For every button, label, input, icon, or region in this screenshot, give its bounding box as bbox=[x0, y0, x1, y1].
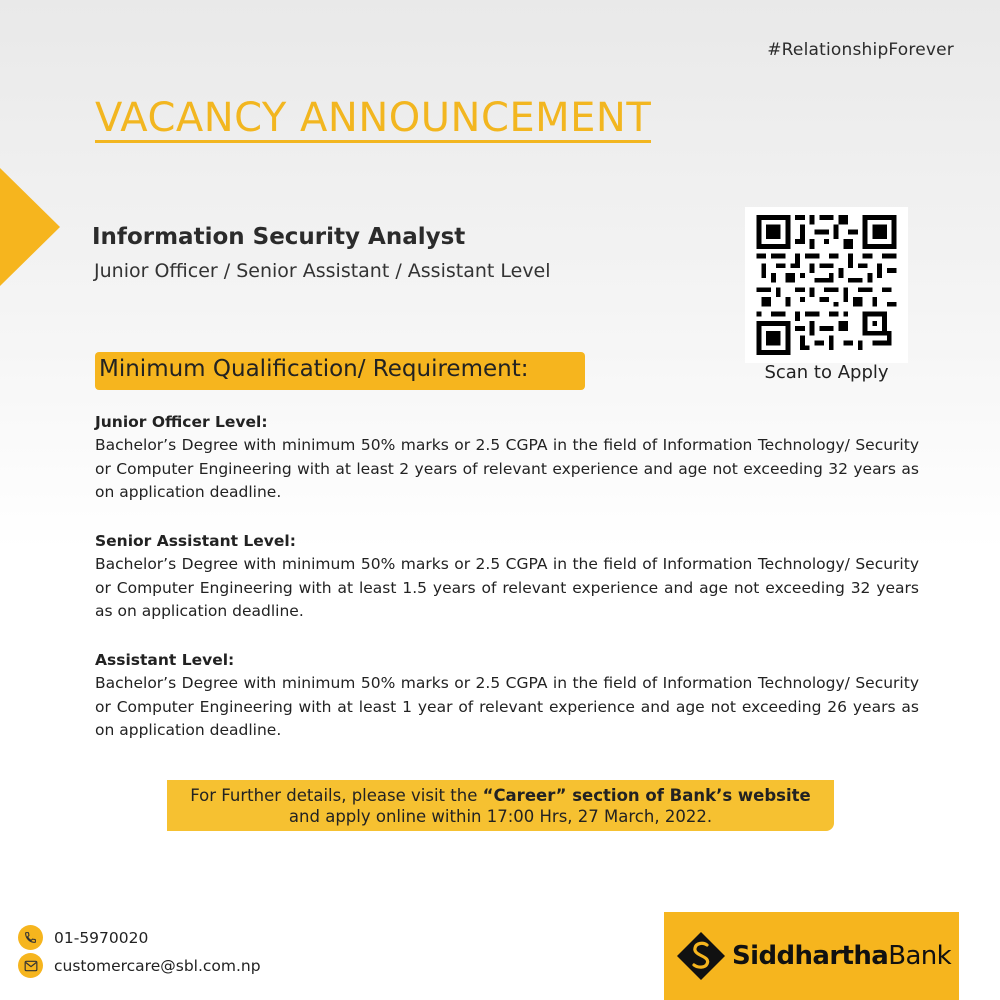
level-block-assistant bbox=[95, 650, 919, 743]
email-address[interactable]: customercare@sbl.com.np bbox=[54, 956, 261, 975]
level-title: Assistant Level: bbox=[95, 651, 235, 669]
level-description: Bachelor’s Degree with minimum 50% marks or 2.5 CGPA in the field of Information Technology/ Security or Computer Engineering with at least 2 years of relevant experience and age not exceeding 32 years as on application deadline. bbox=[95, 436, 919, 501]
contact-phone[interactable] bbox=[18, 925, 148, 950]
career-link[interactable]: “Career” section of Bank’s website bbox=[482, 786, 811, 805]
level-block-junior-officer bbox=[95, 412, 919, 505]
hashtag: #RelationshipForever bbox=[767, 40, 954, 60]
level-description: Bachelor’s Degree with minimum 50% marks or 2.5 CGPA in the field of Information Technology/ Security or Computer Engineering with at least 1.5 years of relevant experience and age not exceeding 32 years as on application deadline. bbox=[95, 555, 919, 620]
level-title: Junior Officer Level: bbox=[95, 413, 268, 431]
qr-code-icon bbox=[753, 215, 900, 355]
job-levels: Junior Officer / Senior Assistant / Assistant Level bbox=[94, 260, 551, 282]
phone-icon bbox=[18, 925, 43, 950]
decorative-triangle bbox=[0, 168, 60, 286]
bank-emblem-icon bbox=[676, 931, 726, 981]
level-title: Senior Assistant Level: bbox=[95, 532, 296, 550]
further-details-note bbox=[167, 780, 834, 831]
siddhartha-bank-logo bbox=[664, 912, 959, 1000]
qr-code[interactable] bbox=[745, 207, 908, 363]
contact-email[interactable] bbox=[18, 953, 261, 978]
phone-number[interactable]: 01-5970020 bbox=[54, 928, 149, 947]
level-block-senior-assistant bbox=[95, 531, 919, 624]
qr-caption: Scan to Apply bbox=[764, 362, 889, 383]
job-title: Information Security Analyst bbox=[92, 224, 466, 250]
level-description: Bachelor’s Degree with minimum 50% marks or 2.5 CGPA in the field of Information Technology/ Security or Computer Engineering with at least 1 year of relevant experience and age not exceeding 26 years as on application deadline. bbox=[95, 674, 919, 739]
requirements-heading: Minimum Qualification/ Requirement: bbox=[95, 352, 585, 390]
note-deadline: and apply online within 17:00 Hrs, 27 March, 2022. bbox=[288, 807, 713, 826]
mail-icon bbox=[18, 953, 43, 978]
note-prefix: For Further details, please visit the bbox=[190, 786, 483, 805]
page-title: VACANCY ANNOUNCEMENT bbox=[95, 95, 652, 141]
bank-name: SiddharthaBank bbox=[732, 941, 952, 971]
